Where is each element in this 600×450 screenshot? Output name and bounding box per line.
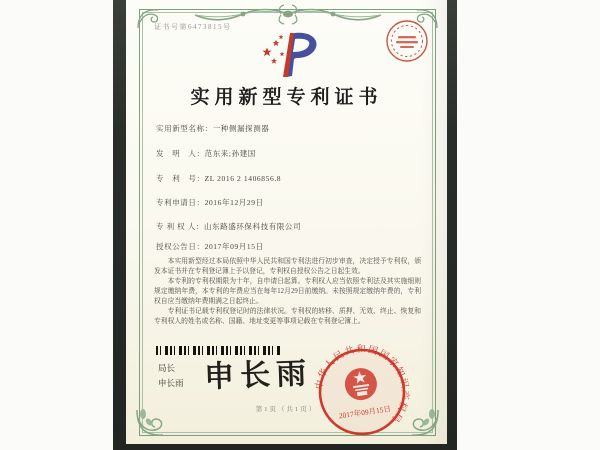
legal-paragraph: 本专利的专利权期限为十年，自申请日起算。专利权人应当依照专利法及其实施细则规定缴纳年费，本专利的年费应当在每年12月29日前缴纳。未按照规定缴纳年费的，专利权自应当缴纳年费期满之日起终止。 [154,278,421,305]
legal-paragraph: 本实用新型经过本局依照中华人民共和国专利法进行初步审查，决定授予专利权，颁发本证书并在专利登记簿上予以登记，专利权自授权公告之日起生效。 [154,258,421,275]
field-patentee [156,221,301,232]
field-value: 2017年09月15日 [204,242,264,251]
field-label: 实用新型名称： [156,124,213,133]
field-label: 专 利 号： [156,174,205,183]
sipo-logo-icon [257,30,325,80]
field-utility-model-name [156,123,269,134]
certificate-number: 证书号第6473815号 [154,23,232,31]
certificate-paper [126,0,447,444]
seal-date: 2017年09月15日 [338,404,392,421]
anti-counterfeit-seal-icon [385,19,429,63]
field-value: 范东来;孙建国 [204,149,256,158]
field-value: ZL 2016 2 1406856.8 [204,174,282,183]
director-signature-handwriting: 申长雨 [203,357,313,394]
field-label: 专 利 权 人： [156,222,204,231]
field-value: 2016年12月29日 [204,198,264,207]
director-block [158,361,184,391]
director-title: 局长 [158,363,176,373]
field-label: 专利申请日： [156,198,205,207]
field-filing-date [156,197,264,208]
legal-paragraph: 专利证书记载专利权登记时的法律状况。专利权的转移、质押、无效、终止、恢复和专利权人的姓名或名称、国籍、地址变更等事项记载在专利登记簿上。 [154,308,421,325]
field-value: 一种侧漏探测器 [212,124,270,133]
field-patent-number [156,173,281,184]
official-seal [303,333,420,450]
field-inventors [156,148,256,159]
seal-ring-text: 中华人民共和国国家知识产权局 [314,344,410,425]
legal-text-block [154,257,421,327]
director-name: 申长雨 [158,378,184,388]
field-label: 授权公告日： [156,242,205,251]
certificate-title: 实用新型专利证书 [190,87,383,108]
field-value: 山东路盛环保科技有限公司 [203,222,302,231]
field-label: 发 明 人： [156,149,205,158]
field-grant-date [156,241,264,252]
page-number-footer: 第1页（共1页） [255,406,318,413]
